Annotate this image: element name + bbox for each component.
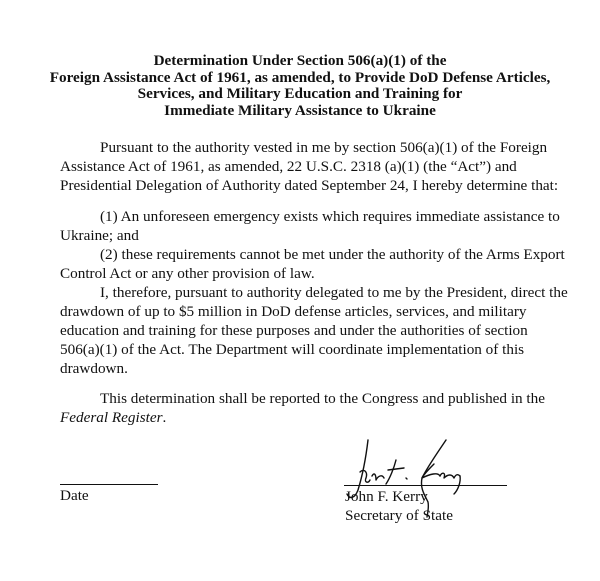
signatory-block — [345, 487, 453, 525]
authority-line-2: Assistance Act of 1961, as amended, 22 U.S.C. 2318 (a)(1) (the “Act”) and — [60, 158, 517, 175]
reporting-paragraph — [60, 389, 545, 427]
title-line-3: Services, and Military Education and Training for — [137, 85, 463, 102]
direction-paragraph — [60, 283, 568, 378]
reporting-line-1: This determination shall be reported to the Congress and published in the — [100, 390, 545, 407]
signatory-name: John F. Kerry — [345, 488, 428, 505]
direction-line-2: drawdown of up to $5 million in DoD defense articles, services, and military — [60, 303, 527, 320]
direction-line-1: I, therefore, pursuant to authority delegated to me by the President, direct the — [100, 284, 568, 301]
document-title — [40, 53, 560, 119]
title-line-4: Immediate Military Assistance to Ukraine — [164, 101, 436, 119]
date-label: Date — [60, 487, 89, 504]
reporting-period: . — [162, 409, 167, 426]
authority-paragraph — [60, 138, 559, 195]
finding-1-line-1: (1) An unforeseen emergency exists which requires immediate assistance to — [100, 208, 560, 225]
direction-line-5: drawdown. — [60, 360, 128, 377]
direction-line-3: education and training for these purposes and under the authorities of section — [60, 322, 528, 339]
finding-2-line-1: (2) these requirements cannot be met under the authority of the Arms Export — [100, 246, 565, 263]
authority-line-3: Presidential Delegation of Authority dated September 24, I hereby determine that: — [60, 177, 559, 194]
date-line — [60, 484, 158, 485]
authority-line-1: Pursuant to the authority vested in me by section 506(a)(1) of the Foreign — [100, 139, 548, 156]
signature-line — [344, 485, 507, 486]
finding-2-line-2: Control Act or any other provision of law. — [60, 265, 315, 282]
title-line-1: Determination Under Section 506(a)(1) of the — [153, 52, 447, 69]
federal-register-text: Federal Register — [60, 409, 163, 426]
finding-1-line-2: Ukraine; and — [60, 227, 139, 244]
findings-paragraph — [60, 207, 565, 283]
title-line-2: Foreign Assistance Act of 1961, as amended, to Provide DoD Defense Articles, — [49, 68, 551, 86]
direction-line-4: 506(a)(1) of the Act. The Department will coordinate implementation of this — [60, 341, 525, 358]
signatory-title: Secretary of State — [345, 507, 453, 524]
